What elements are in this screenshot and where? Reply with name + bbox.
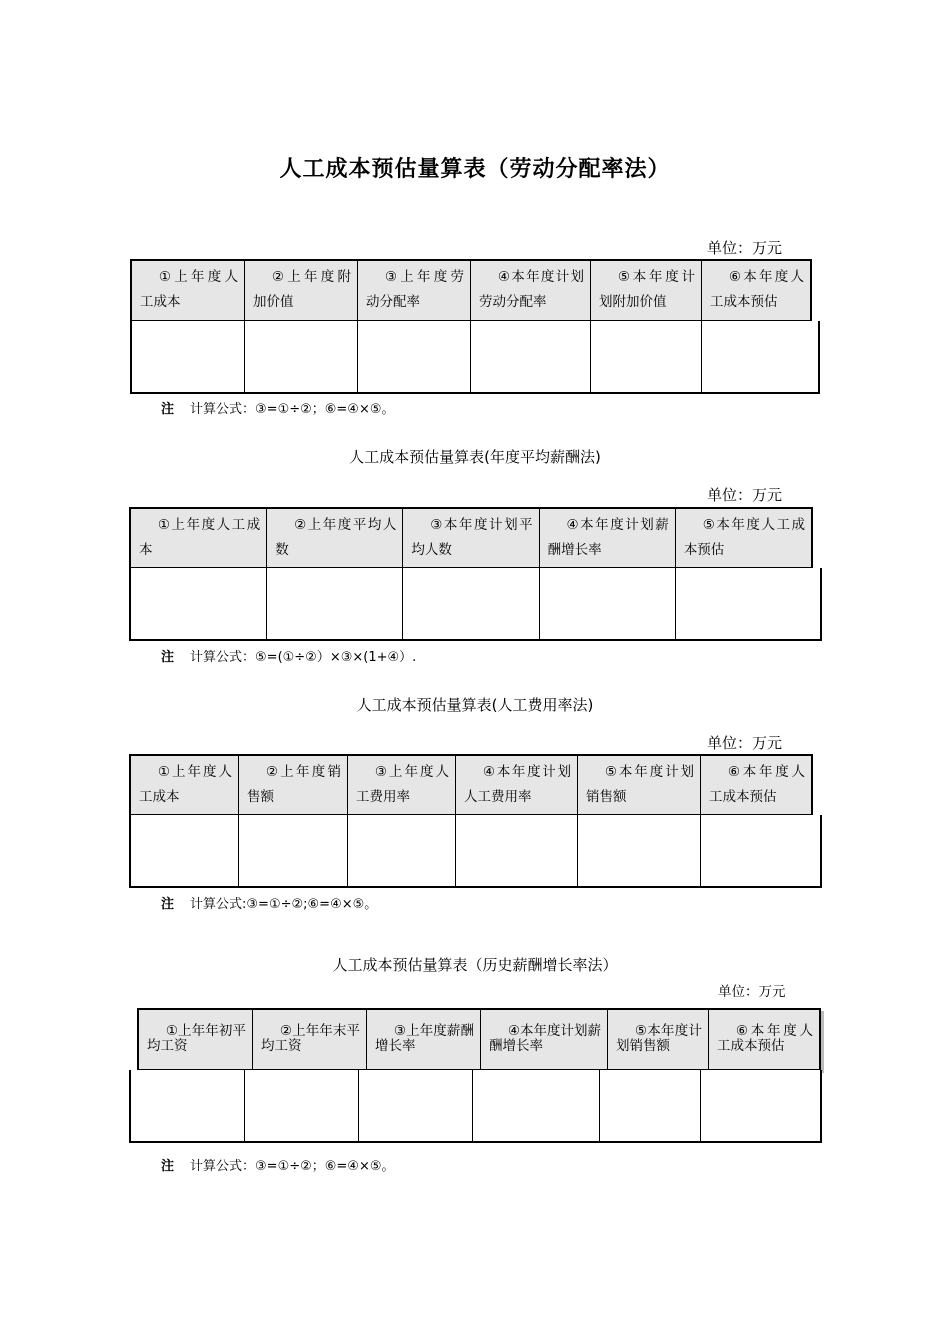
section-2-data-cell [131, 568, 267, 639]
section-2-unit: 单位：万元 [707, 486, 783, 504]
section-1-unit: 单位：万元 [707, 239, 783, 257]
section-2-note [161, 646, 416, 665]
section-3-note-label: 注 [161, 897, 175, 912]
section-4-title: 人工成本预估量算表（历史薪酬增长率法） [332, 956, 618, 974]
section-4-note [161, 1155, 395, 1174]
section-1-data-cell [702, 321, 818, 392]
section-2-header-cell: ①上年度人工成本 [131, 509, 267, 567]
section-2-table-body [129, 568, 822, 641]
section-4-header-cell: ⑥本年度人工成本预估 [717, 1023, 813, 1054]
section-4-unit: 单位：万元 [718, 984, 786, 1000]
section-2-header-cell: ④本年度计划薪酬增长率 [540, 509, 676, 567]
section-2-header-cell: ②上年度平均人数 [267, 509, 403, 567]
section-4-header-cell: ③上年度薪酬增长率 [367, 1010, 481, 1069]
section-3-header-cell: ③上年度人工费用率 [348, 756, 456, 814]
section-1-table-header [130, 259, 812, 321]
section-2-data-cell [676, 568, 820, 639]
section-1-table-body [130, 321, 820, 394]
section-3-header-cell: ②上年度销售额 [239, 756, 348, 814]
section-1-data-cell [471, 321, 591, 392]
section-1-data-cell [245, 321, 358, 392]
section-4-note-text: 计算公式：③=①÷②；⑥=④×⑤。 [190, 1159, 395, 1174]
section-3-note-text: 计算公式:③=①÷②;⑥=④×⑤。 [190, 897, 378, 912]
section-3-unit: 单位：万元 [707, 734, 783, 752]
section-3-table-header [129, 754, 813, 815]
section-4-header-cell: ①上年年初平均工资 [139, 1010, 253, 1069]
section-3-header-cell: ⑤本年度计划销售额 [578, 756, 701, 814]
section-1-header-cell: ⑤本年度计划附加价值 [591, 261, 702, 320]
section-1-header-cell: ①上年度人工成本 [132, 261, 245, 320]
section-4-table-header [137, 1008, 821, 1070]
section-4-data-cell [600, 1070, 701, 1141]
section-1-header-cell: ⑥本年度人工成本预估 [710, 269, 804, 310]
section-2-data-cell [540, 568, 676, 639]
section-3-data-cell [701, 815, 820, 886]
section-3-data-cell [456, 815, 578, 886]
section-3-header-cell: ④本年度计划人工费用率 [456, 756, 578, 814]
section-2-header-cell: ⑤本年度人工成本预估 [683, 517, 806, 558]
section-3-data-cell [239, 815, 348, 886]
section-1-header-cell: ②上年度附加价值 [245, 261, 358, 320]
section-1-header-cell: ③上年度劳动分配率 [358, 261, 471, 320]
section-4-header-cell: ②上年年末平均工资 [253, 1010, 367, 1069]
section-4-data-cell [473, 1070, 600, 1141]
section-2-data-cell [267, 568, 403, 639]
section-1-note-label: 注 [161, 402, 175, 417]
section-3-title: 人工成本预估量算表(人工费用率法) [356, 696, 594, 714]
section-4-header-cell: ⑤本年度计划销售额 [608, 1010, 709, 1069]
section-4-note-label: 注 [161, 1159, 175, 1174]
section-4-data-cell [245, 1070, 359, 1141]
section-2-header-cell: ③本年度计划平均人数 [403, 509, 539, 567]
section-3-data-cell [578, 815, 701, 886]
section-3-data-cell [131, 815, 239, 886]
section-2-note-text: 计算公式：⑤=(①÷②）×③×(1+④）. [190, 650, 417, 665]
section-3-table-body [129, 815, 822, 888]
section-3-data-cell [348, 815, 456, 886]
section-4-data-cell [359, 1070, 473, 1141]
section-1-title: 人工成本预估量算表（劳动分配率法） [279, 157, 671, 182]
section-4-data-cell [131, 1070, 245, 1141]
section-3-header-cell: ⑥本年度人工成本预估 [709, 764, 805, 805]
section-1-data-cell [591, 321, 702, 392]
section-1-header-cell: ④本年度计划劳动分配率 [471, 261, 591, 320]
section-2-data-cell [403, 568, 539, 639]
section-4-data-cell [701, 1070, 820, 1141]
section-2-title: 人工成本预估量算表(年度平均薪酬法) [349, 448, 601, 466]
section-3-note [161, 893, 377, 912]
section-4-table-body [129, 1070, 822, 1143]
section-1-data-cell [132, 321, 245, 392]
section-3-header-cell: ①上年度人工成本 [131, 756, 239, 814]
section-4-header-cell: ④本年度计划薪酬增长率 [481, 1010, 608, 1069]
section-1-data-cell [358, 321, 471, 392]
section-2-note-label: 注 [161, 650, 175, 665]
section-2-table-header [129, 507, 813, 568]
section-1-note-text: 计算公式：③=①÷②；⑥=④×⑤。 [190, 402, 395, 417]
section-1-note [161, 398, 395, 417]
